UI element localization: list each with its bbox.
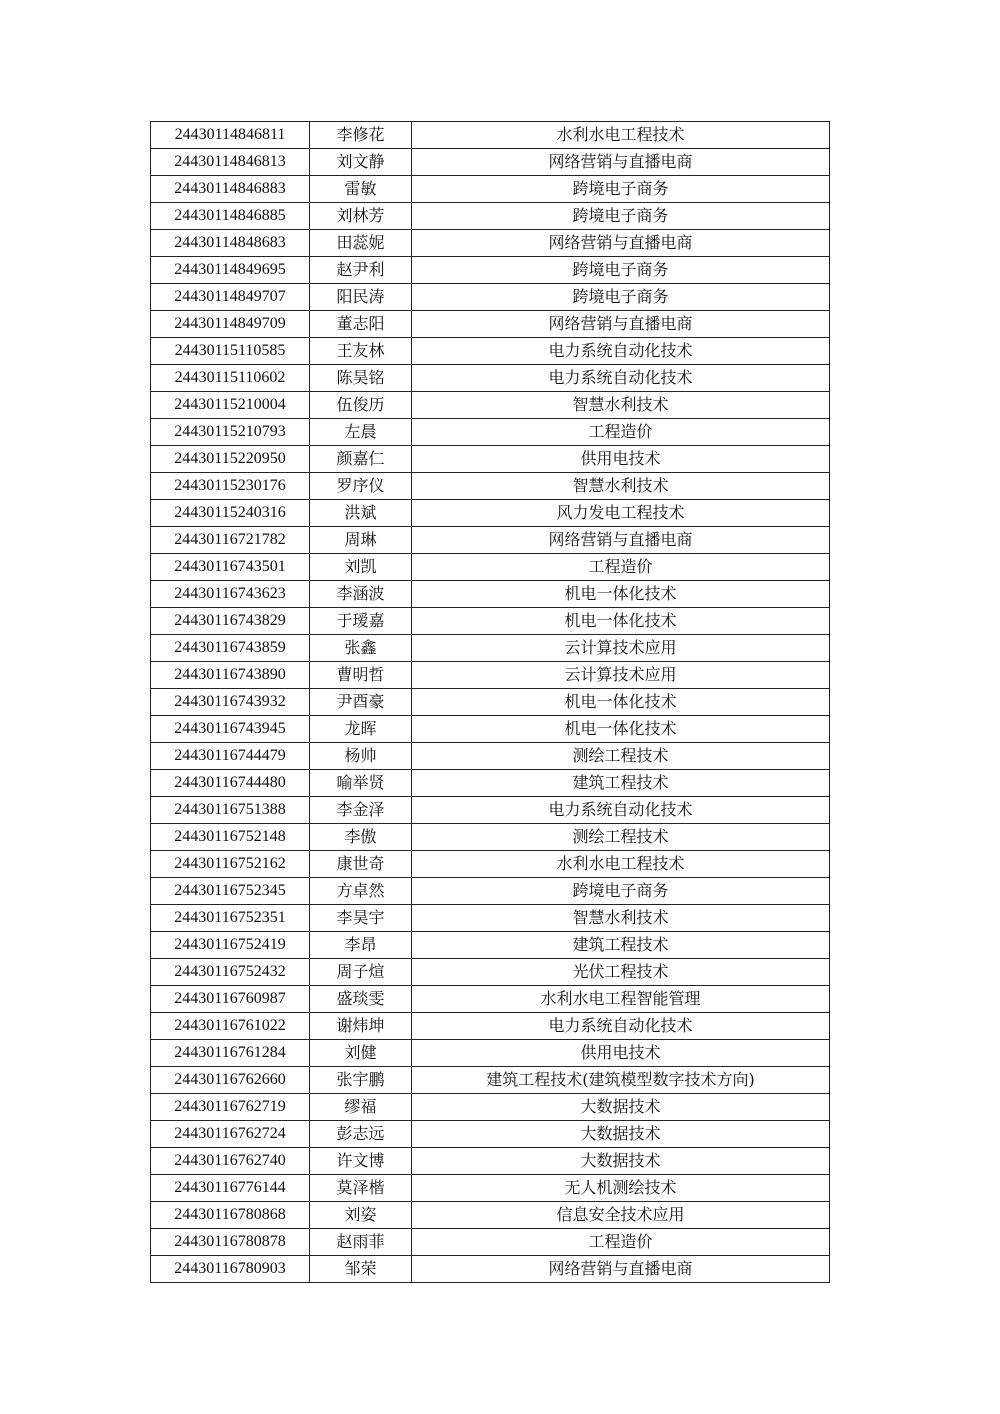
student-name-cell: 刘姿: [310, 1202, 412, 1229]
table-row: [151, 392, 830, 419]
table-row: [151, 554, 830, 581]
major-cell: 机电一体化技术: [412, 608, 830, 635]
roster-table-body: [151, 122, 830, 1283]
major-cell: 电力系统自动化技术: [412, 338, 830, 365]
major-cell: 网络营销与直播电商: [412, 527, 830, 554]
student-id-cell: 24430116752419: [151, 932, 310, 959]
major-cell: 建筑工程技术: [412, 770, 830, 797]
student-id-cell: 24430115220950: [151, 446, 310, 473]
table-row: [151, 1094, 830, 1121]
student-name-cell: 李傲: [310, 824, 412, 851]
major-cell: 水利水电工程技术: [412, 851, 830, 878]
major-cell: 云计算技术应用: [412, 635, 830, 662]
student-id-cell: 24430116721782: [151, 527, 310, 554]
table-row: [151, 851, 830, 878]
student-id-cell: 24430116762719: [151, 1094, 310, 1121]
student-id-cell: 24430116780868: [151, 1202, 310, 1229]
student-id-cell: 24430116752432: [151, 959, 310, 986]
student-name-cell: 周琳: [310, 527, 412, 554]
student-id-cell: 24430116752148: [151, 824, 310, 851]
table-row: [151, 1256, 830, 1283]
student-name-cell: 于瑷嘉: [310, 608, 412, 635]
major-cell: 供用电技术: [412, 1040, 830, 1067]
major-cell: 电力系统自动化技术: [412, 1013, 830, 1040]
student-id-cell: 24430116743623: [151, 581, 310, 608]
student-id-cell: 24430116743945: [151, 716, 310, 743]
major-cell: 工程造价: [412, 1229, 830, 1256]
student-name-cell: 张鑫: [310, 635, 412, 662]
major-cell: 网络营销与直播电商: [412, 149, 830, 176]
major-cell: 风力发电工程技术: [412, 500, 830, 527]
major-cell: 建筑工程技术: [412, 932, 830, 959]
table-row: [151, 1229, 830, 1256]
student-id-cell: 24430116780903: [151, 1256, 310, 1283]
major-cell: 电力系统自动化技术: [412, 365, 830, 392]
student-id-cell: 24430115110602: [151, 365, 310, 392]
major-cell: 无人机测绘技术: [412, 1175, 830, 1202]
table-row: [151, 581, 830, 608]
table-row: [151, 1121, 830, 1148]
table-row: [151, 257, 830, 284]
student-id-cell: 24430115110585: [151, 338, 310, 365]
student-name-cell: 伍俊历: [310, 392, 412, 419]
student-name-cell: 曹明哲: [310, 662, 412, 689]
student-name-cell: 王友林: [310, 338, 412, 365]
student-name-cell: 罗序仪: [310, 473, 412, 500]
major-cell: 网络营销与直播电商: [412, 311, 830, 338]
student-id-cell: 24430116752345: [151, 878, 310, 905]
table-row: [151, 1148, 830, 1175]
table-row: [151, 1067, 830, 1094]
student-name-cell: 刘健: [310, 1040, 412, 1067]
major-cell: 机电一体化技术: [412, 716, 830, 743]
major-cell: 智慧水利技术: [412, 392, 830, 419]
student-name-cell: 刘凯: [310, 554, 412, 581]
major-cell: 网络营销与直播电商: [412, 1256, 830, 1283]
table-row: [151, 716, 830, 743]
table-row: [151, 284, 830, 311]
table-row: [151, 959, 830, 986]
student-id-cell: 24430116743501: [151, 554, 310, 581]
student-name-cell: 彭志远: [310, 1121, 412, 1148]
major-cell: 智慧水利技术: [412, 905, 830, 932]
table-row: [151, 662, 830, 689]
student-name-cell: 莫泽楷: [310, 1175, 412, 1202]
major-cell: 光伏工程技术: [412, 959, 830, 986]
student-id-cell: 24430115210793: [151, 419, 310, 446]
student-name-cell: 田蕊妮: [310, 230, 412, 257]
major-cell: 跨境电子商务: [412, 878, 830, 905]
major-cell: 大数据技术: [412, 1094, 830, 1121]
major-cell: 机电一体化技术: [412, 581, 830, 608]
student-id-cell: 24430114846885: [151, 203, 310, 230]
student-name-cell: 阳民涛: [310, 284, 412, 311]
student-name-cell: 刘林芳: [310, 203, 412, 230]
student-id-cell: 24430116743890: [151, 662, 310, 689]
major-cell: 工程造价: [412, 554, 830, 581]
student-name-cell: 刘文静: [310, 149, 412, 176]
table-row: [151, 1202, 830, 1229]
major-cell: 跨境电子商务: [412, 203, 830, 230]
student-id-cell: 24430116744479: [151, 743, 310, 770]
student-id-cell: 24430114846883: [151, 176, 310, 203]
table-row: [151, 527, 830, 554]
student-id-cell: 24430116761284: [151, 1040, 310, 1067]
table-row: [151, 770, 830, 797]
major-cell: 水利水电工程智能管理: [412, 986, 830, 1013]
major-cell: 大数据技术: [412, 1148, 830, 1175]
student-name-cell: 颜嘉仁: [310, 446, 412, 473]
roster-table: [150, 121, 830, 1283]
major-cell: 云计算技术应用: [412, 662, 830, 689]
table-row: [151, 824, 830, 851]
major-cell: 跨境电子商务: [412, 257, 830, 284]
student-name-cell: 雷敏: [310, 176, 412, 203]
table-row: [151, 446, 830, 473]
major-cell: 电力系统自动化技术: [412, 797, 830, 824]
table-row: [151, 986, 830, 1013]
major-cell: 水利水电工程技术: [412, 122, 830, 149]
table-row: [151, 473, 830, 500]
table-row: [151, 689, 830, 716]
table-row: [151, 122, 830, 149]
student-id-cell: 24430115240316: [151, 500, 310, 527]
table-row: [151, 608, 830, 635]
student-id-cell: 24430116762660: [151, 1067, 310, 1094]
student-name-cell: 杨帅: [310, 743, 412, 770]
table-row: [151, 878, 830, 905]
table-row: [151, 338, 830, 365]
table-row: [151, 230, 830, 257]
major-cell: 机电一体化技术: [412, 689, 830, 716]
student-name-cell: 左晨: [310, 419, 412, 446]
student-name-cell: 陈昊铭: [310, 365, 412, 392]
student-name-cell: 方卓然: [310, 878, 412, 905]
major-cell: 智慧水利技术: [412, 473, 830, 500]
table-row: [151, 149, 830, 176]
major-cell: 测绘工程技术: [412, 743, 830, 770]
student-id-cell: 24430116743932: [151, 689, 310, 716]
student-id-cell: 24430116743859: [151, 635, 310, 662]
student-name-cell: 李修花: [310, 122, 412, 149]
major-cell: 供用电技术: [412, 446, 830, 473]
student-name-cell: 张宇鹏: [310, 1067, 412, 1094]
table-row: [151, 1175, 830, 1202]
student-id-cell: 24430114848683: [151, 230, 310, 257]
student-name-cell: 李涵波: [310, 581, 412, 608]
major-cell: 测绘工程技术: [412, 824, 830, 851]
table-row: [151, 419, 830, 446]
table-row: [151, 1040, 830, 1067]
major-cell: 建筑工程技术(建筑模型数字技术方向): [412, 1067, 830, 1094]
table-row: [151, 797, 830, 824]
student-name-cell: 李昊宇: [310, 905, 412, 932]
student-id-cell: 24430116760987: [151, 986, 310, 1013]
student-name-cell: 康世奇: [310, 851, 412, 878]
student-id-cell: 24430116744480: [151, 770, 310, 797]
table-row: [151, 932, 830, 959]
major-cell: 大数据技术: [412, 1121, 830, 1148]
student-name-cell: 赵雨菲: [310, 1229, 412, 1256]
student-name-cell: 盛琰雯: [310, 986, 412, 1013]
major-cell: 网络营销与直播电商: [412, 230, 830, 257]
major-cell: 跨境电子商务: [412, 176, 830, 203]
student-id-cell: 24430116776144: [151, 1175, 310, 1202]
major-cell: 工程造价: [412, 419, 830, 446]
major-cell: 跨境电子商务: [412, 284, 830, 311]
table-row: [151, 365, 830, 392]
table-row: [151, 176, 830, 203]
student-id-cell: 24430114846813: [151, 149, 310, 176]
student-name-cell: 邹荣: [310, 1256, 412, 1283]
student-id-cell: 24430114849709: [151, 311, 310, 338]
student-id-cell: 24430116752351: [151, 905, 310, 932]
student-name-cell: 李金泽: [310, 797, 412, 824]
student-id-cell: 24430116762740: [151, 1148, 310, 1175]
student-id-cell: 24430116780878: [151, 1229, 310, 1256]
student-id-cell: 24430114849695: [151, 257, 310, 284]
student-name-cell: 缪福: [310, 1094, 412, 1121]
student-id-cell: 24430116752162: [151, 851, 310, 878]
table-row: [151, 635, 830, 662]
student-name-cell: 赵尹利: [310, 257, 412, 284]
student-name-cell: 喻举贤: [310, 770, 412, 797]
student-id-cell: 24430116743829: [151, 608, 310, 635]
student-id-cell: 24430116751388: [151, 797, 310, 824]
table-row: [151, 905, 830, 932]
student-id-cell: 24430115230176: [151, 473, 310, 500]
document-page: [150, 121, 828, 1283]
student-id-cell: 24430114846811: [151, 122, 310, 149]
table-row: [151, 743, 830, 770]
student-name-cell: 李昂: [310, 932, 412, 959]
student-name-cell: 洪斌: [310, 500, 412, 527]
student-id-cell: 24430114849707: [151, 284, 310, 311]
student-name-cell: 董志阳: [310, 311, 412, 338]
major-cell: 信息安全技术应用: [412, 1202, 830, 1229]
student-name-cell: 龙晖: [310, 716, 412, 743]
student-name-cell: 尹酉豪: [310, 689, 412, 716]
table-row: [151, 500, 830, 527]
table-row: [151, 311, 830, 338]
student-name-cell: 周子煊: [310, 959, 412, 986]
table-row: [151, 203, 830, 230]
student-id-cell: 24430115210004: [151, 392, 310, 419]
table-row: [151, 1013, 830, 1040]
student-id-cell: 24430116762724: [151, 1121, 310, 1148]
student-name-cell: 许文博: [310, 1148, 412, 1175]
student-name-cell: 谢炜坤: [310, 1013, 412, 1040]
student-id-cell: 24430116761022: [151, 1013, 310, 1040]
